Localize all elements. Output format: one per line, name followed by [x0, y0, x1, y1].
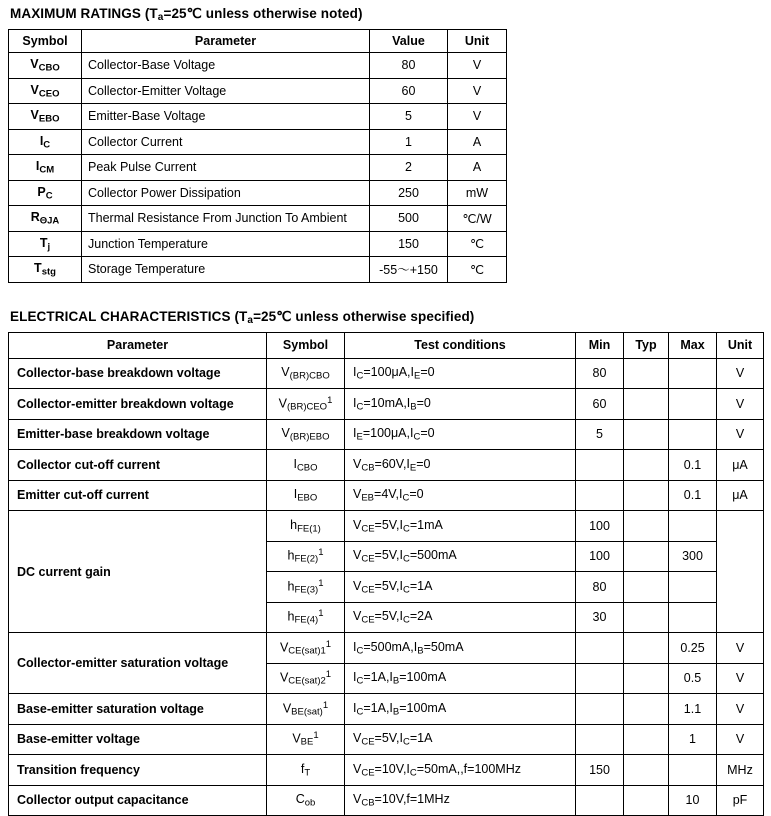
cell-min: 60: [576, 389, 624, 420]
cell-symbol: $V_{BE(sat)}^1$: [267, 694, 345, 725]
cell-symbol: $I_{CM}$: [9, 155, 82, 181]
cell-typ: [624, 358, 669, 389]
cell-max: 0.5: [669, 663, 717, 694]
electrical-characteristics-table: [8, 332, 764, 816]
cell-typ: [624, 724, 669, 755]
cell-symbol: $f_T$: [267, 755, 345, 786]
table-header-row: [9, 332, 764, 358]
cell-value: 5: [370, 104, 448, 130]
max-ratings-title: [10, 6, 763, 23]
electrical-title-main: ELECTRICAL CHARACTERISTICS (T: [10, 309, 247, 324]
cell-parameter: Thermal Resistance From Junction To Ambient: [82, 206, 370, 232]
cell-typ: [624, 572, 669, 603]
cell-min: [576, 450, 624, 481]
cell-symbol: $I_{CBO}$: [267, 450, 345, 481]
cell-parameter: DC current gain: [9, 511, 267, 633]
cell-value: 60: [370, 78, 448, 104]
cell-typ: [624, 541, 669, 572]
cell-test-conditions: $I_C=500mA,I_B=50mA$: [345, 633, 576, 664]
cell-value: -55～+150: [370, 257, 448, 283]
electrical-title-subscript: a: [247, 315, 253, 326]
max-ratings-title-main: MAXIMUM RATINGS (T: [10, 6, 158, 21]
cell-symbol: $R_{\Theta JA}$: [9, 206, 82, 232]
cell-symbol: $h_{FE(1)}$: [267, 511, 345, 542]
cell-unit: pF: [717, 785, 764, 816]
cell-typ: [624, 694, 669, 725]
cell-symbol: $h_{FE(4)}^1$: [267, 602, 345, 633]
cell-max: 0.1: [669, 480, 717, 511]
table-header-row: [9, 30, 507, 53]
cell-unit: V: [448, 53, 507, 79]
cell-symbol: $V_{(BR)EBO}$: [267, 419, 345, 450]
column-header-symbol: Symbol: [9, 30, 82, 53]
cell-unit: ℃/W: [448, 206, 507, 232]
cell-symbol: $I_C$: [9, 129, 82, 155]
table-row: [9, 206, 507, 232]
cell-parameter: Peak Pulse Current: [82, 155, 370, 181]
cell-max: 0.1: [669, 450, 717, 481]
cell-parameter: Collector-emitter breakdown voltage: [9, 389, 267, 420]
cell-parameter: Collector cut-off current: [9, 450, 267, 481]
table-row: [9, 450, 764, 481]
cell-parameter: Collector-base breakdown voltage: [9, 358, 267, 389]
cell-value: 500: [370, 206, 448, 232]
column-header-symbol: Symbol: [267, 332, 345, 358]
table-row: [9, 155, 507, 181]
section-spacer: [8, 283, 763, 309]
cell-typ: [624, 511, 669, 542]
cell-unit: μA: [717, 480, 764, 511]
table-row: [9, 633, 764, 664]
cell-max: [669, 419, 717, 450]
cell-test-conditions: $V_{CB}=60V,I_E=0$: [345, 450, 576, 481]
table-row: [9, 78, 507, 104]
cell-symbol: $V_{CEO}$: [9, 78, 82, 104]
cell-test-conditions: $V_{CE}=5V,I_C=500mA$: [345, 541, 576, 572]
cell-min: 100: [576, 541, 624, 572]
cell-test-conditions: $I_C=1A,I_B=100mA$: [345, 694, 576, 725]
table-row: [9, 53, 507, 79]
table-row: [9, 755, 764, 786]
cell-value: 1: [370, 129, 448, 155]
cell-parameter: Collector Power Dissipation: [82, 180, 370, 206]
cell-parameter: Storage Temperature: [82, 257, 370, 283]
cell-min: 5: [576, 419, 624, 450]
table-row: [9, 389, 764, 420]
cell-unit: V: [717, 358, 764, 389]
cell-test-conditions: $V_{CB}=10V,f=1MHz$: [345, 785, 576, 816]
cell-symbol: $V_{(BR)CEO}^1$: [267, 389, 345, 420]
maximum-ratings-table: [8, 29, 507, 283]
cell-typ: [624, 785, 669, 816]
cell-unit: V: [717, 419, 764, 450]
cell-test-conditions: $I_C=100\mu A,I_E=0$: [345, 358, 576, 389]
cell-unit: mW: [448, 180, 507, 206]
column-header-unit: Unit: [717, 332, 764, 358]
cell-symbol: $V_{CBO}$: [9, 53, 82, 79]
max-ratings-title-rest: =25℃ unless otherwise noted): [163, 6, 362, 21]
cell-unit: [717, 511, 764, 633]
cell-min: 100: [576, 511, 624, 542]
cell-min: [576, 480, 624, 511]
table-row: [9, 257, 507, 283]
column-header-test-conditions: Test conditions: [345, 332, 576, 358]
cell-symbol: $T_{stg}$: [9, 257, 82, 283]
cell-typ: [624, 389, 669, 420]
cell-max: [669, 511, 717, 542]
cell-unit: ℃: [448, 231, 507, 257]
cell-min: 80: [576, 358, 624, 389]
cell-typ: [624, 663, 669, 694]
cell-symbol: $P_C$: [9, 180, 82, 206]
table-row: [9, 724, 764, 755]
cell-unit: V: [717, 389, 764, 420]
cell-min: 30: [576, 602, 624, 633]
cell-parameter: Collector-Emitter Voltage: [82, 78, 370, 104]
column-header-min: Min: [576, 332, 624, 358]
cell-min: 150: [576, 755, 624, 786]
cell-max: [669, 755, 717, 786]
cell-symbol: $h_{FE(3)}^1$: [267, 572, 345, 603]
cell-typ: [624, 602, 669, 633]
cell-min: [576, 633, 624, 664]
cell-symbol: $V_{CE(sat)1}^1$: [267, 633, 345, 664]
cell-parameter: Collector-emitter saturation voltage: [9, 633, 267, 694]
cell-symbol: $h_{FE(2)}^1$: [267, 541, 345, 572]
cell-min: [576, 663, 624, 694]
table-row: [9, 180, 507, 206]
cell-unit: μA: [717, 450, 764, 481]
cell-parameter: Emitter-Base Voltage: [82, 104, 370, 130]
cell-test-conditions: $V_{EB}=4V,I_C=0$: [345, 480, 576, 511]
cell-max: [669, 602, 717, 633]
cell-parameter: Collector Current: [82, 129, 370, 155]
cell-test-conditions: $V_{CE}=5V,I_C=2A$: [345, 602, 576, 633]
cell-value: 2: [370, 155, 448, 181]
cell-parameter: Collector-Base Voltage: [82, 53, 370, 79]
cell-unit: V: [448, 104, 507, 130]
cell-max: 300: [669, 541, 717, 572]
cell-test-conditions: $I_C=1A,I_B=100mA$: [345, 663, 576, 694]
cell-unit: A: [448, 129, 507, 155]
cell-max: 10: [669, 785, 717, 816]
table-row: [9, 511, 764, 542]
cell-symbol: $I_{EBO}$: [267, 480, 345, 511]
table-row: [9, 480, 764, 511]
cell-typ: [624, 633, 669, 664]
cell-typ: [624, 450, 669, 481]
cell-max: 1: [669, 724, 717, 755]
cell-symbol: $V_{(BR)CBO}$: [267, 358, 345, 389]
cell-test-conditions: $V_{CE}=10V,I_C=50mA,,f=100MHz$: [345, 755, 576, 786]
cell-unit: V: [717, 694, 764, 725]
cell-unit: V: [717, 724, 764, 755]
cell-unit: A: [448, 155, 507, 181]
cell-typ: [624, 419, 669, 450]
cell-min: [576, 785, 624, 816]
column-header-value: Value: [370, 30, 448, 53]
cell-test-conditions: $V_{CE}=5V,I_C=1A$: [345, 572, 576, 603]
cell-max: [669, 572, 717, 603]
column-header-typ: Typ: [624, 332, 669, 358]
table-row: [9, 104, 507, 130]
cell-max: 0.25: [669, 633, 717, 664]
cell-parameter: Emitter cut-off current: [9, 480, 267, 511]
cell-unit: ℃: [448, 257, 507, 283]
column-header-parameter: Parameter: [82, 30, 370, 53]
column-header-parameter: Parameter: [9, 332, 267, 358]
cell-symbol: $C_{ob}$: [267, 785, 345, 816]
cell-unit: V: [717, 663, 764, 694]
table-row: [9, 231, 507, 257]
column-header-unit: Unit: [448, 30, 507, 53]
cell-parameter: Transition frequency: [9, 755, 267, 786]
cell-min: [576, 724, 624, 755]
cell-parameter: Emitter-base breakdown voltage: [9, 419, 267, 450]
cell-max: 1.1: [669, 694, 717, 725]
cell-parameter: Collector output capacitance: [9, 785, 267, 816]
cell-typ: [624, 755, 669, 786]
cell-value: 150: [370, 231, 448, 257]
cell-min: [576, 694, 624, 725]
cell-symbol: $V_{EBO}$: [9, 104, 82, 130]
cell-symbol: $T_j$: [9, 231, 82, 257]
cell-unit: V: [448, 78, 507, 104]
cell-typ: [624, 480, 669, 511]
cell-parameter: Junction Temperature: [82, 231, 370, 257]
cell-symbol: $V_{CE(sat)2}^1$: [267, 663, 345, 694]
cell-max: [669, 389, 717, 420]
table-row: [9, 358, 764, 389]
electrical-title: [10, 309, 763, 326]
table-row: [9, 419, 764, 450]
cell-unit: V: [717, 633, 764, 664]
cell-test-conditions: $I_E=100\mu A,I_C=0$: [345, 419, 576, 450]
column-header-max: Max: [669, 332, 717, 358]
cell-max: [669, 358, 717, 389]
cell-min: 80: [576, 572, 624, 603]
electrical-title-rest: =25℃ unless otherwise specified): [253, 309, 474, 324]
max-ratings-title-subscript: a: [158, 12, 164, 23]
cell-test-conditions: $V_{CE}=5V,I_C=1A$: [345, 724, 576, 755]
cell-unit: MHz: [717, 755, 764, 786]
cell-test-conditions: $V_{CE}=5V,I_C=1mA$: [345, 511, 576, 542]
cell-parameter: Base-emitter saturation voltage: [9, 694, 267, 725]
cell-value: 80: [370, 53, 448, 79]
cell-parameter: Base-emitter voltage: [9, 724, 267, 755]
cell-symbol: $V_{BE}^1$: [267, 724, 345, 755]
table-row: [9, 785, 764, 816]
table-row: [9, 129, 507, 155]
table-row: [9, 694, 764, 725]
cell-test-conditions: $I_C=10mA,I_B=0$: [345, 389, 576, 420]
cell-value: 250: [370, 180, 448, 206]
